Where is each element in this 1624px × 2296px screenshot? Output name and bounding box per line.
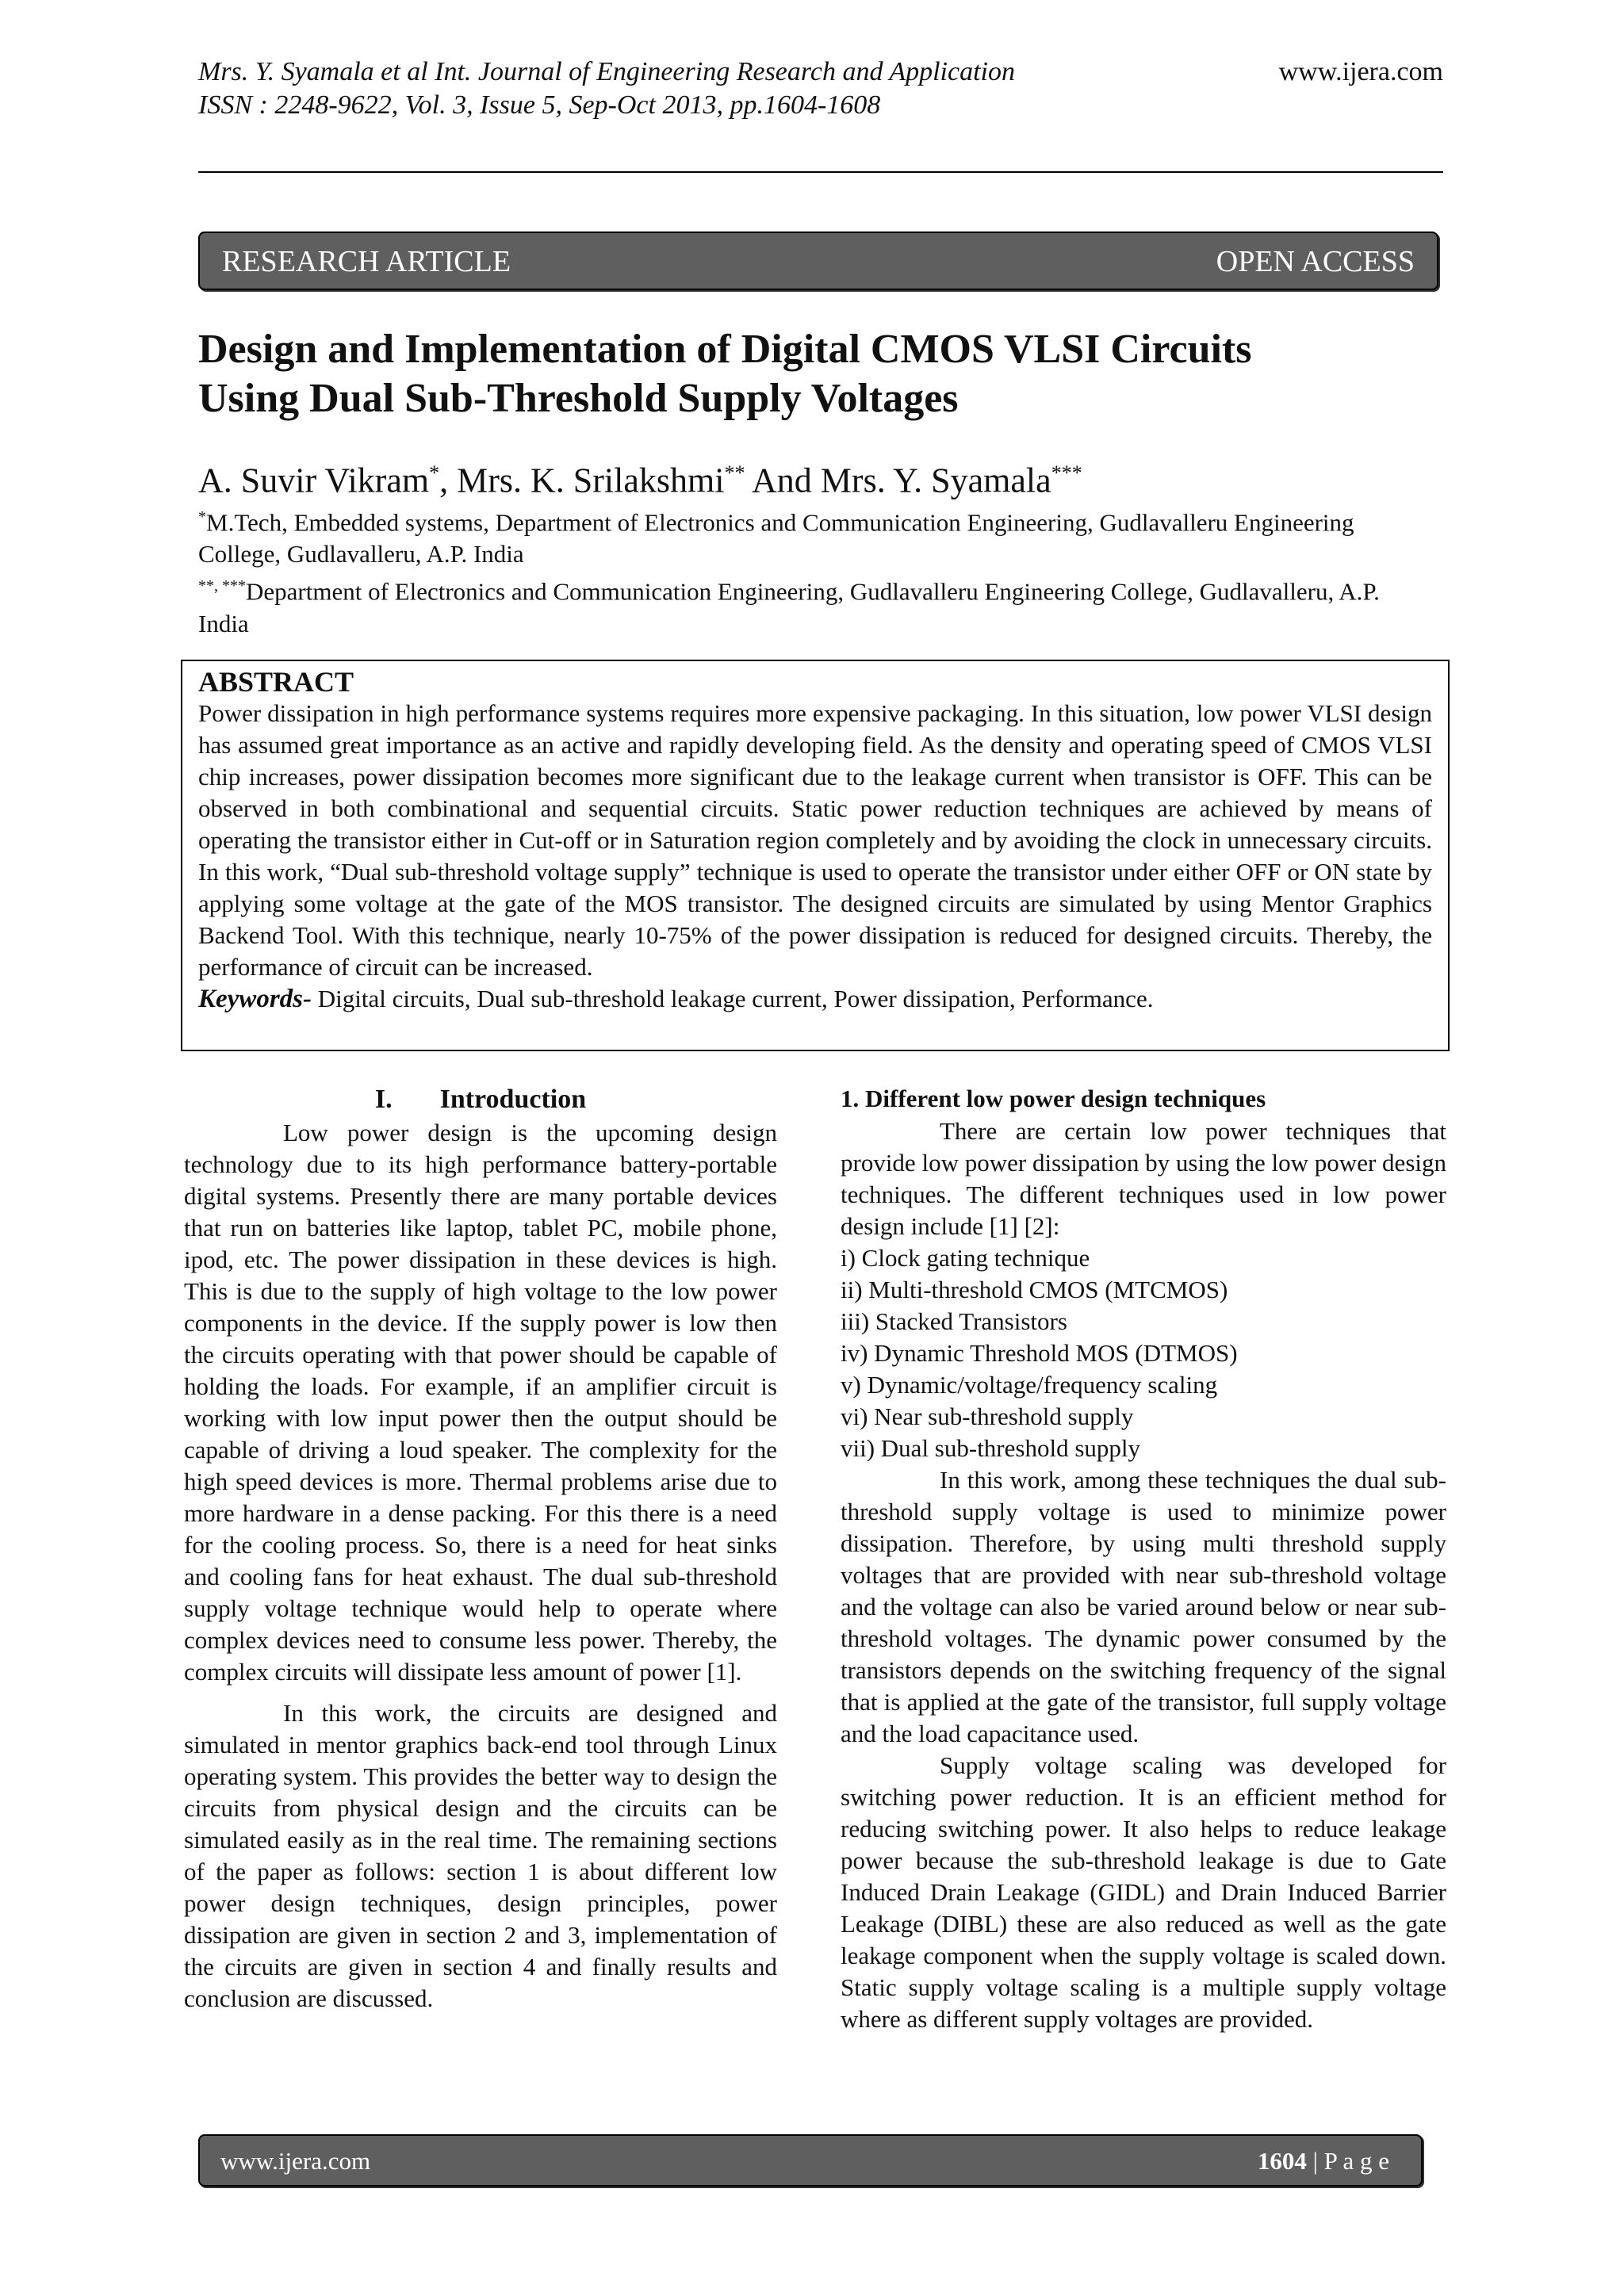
affiliation-1-text: M.Tech, Embedded systems, Department of Electronics and Communication Engineering, Gudlavalleru Engineering College, Gudlavalleru, A.P. India [198, 508, 1354, 568]
footer-url[interactable]: www.ijera.com [220, 2147, 371, 2175]
running-header [198, 55, 1443, 122]
article-type-banner [198, 232, 1438, 290]
list-item: i) Clock gating technique [841, 1244, 1090, 1272]
page-label: | P a g e [1306, 2147, 1389, 2175]
research-article-label: RESEARCH ARTICLE [222, 245, 511, 278]
section-heading-introduction [184, 1082, 777, 1117]
keywords-text: Digital circuits, Dual sub-threshold leakage current, Power dissipation, Performance. [312, 985, 1154, 1012]
author-2: , Mrs. K. Srilakshmi [439, 461, 725, 500]
author-1: A. Suvir Vikram [198, 461, 430, 500]
author-list [198, 452, 1435, 503]
voltage-scaling-paragraph: Supply voltage scaling was developed for switching power reduction. It is an efficient method for reducing switching power. It also helps to reduce leakage power because the sub-threshold leakage is due to Gate Induced Drain Leakage (GIDL) and Drain Induced Barrier Leakage (DIBL) these are also reduced as well as the gate leakage component when the supply voltage is scaled down. Static supply voltage scaling is a multiple supply voltage where as different supply voltages are provided. [841, 1751, 1446, 2033]
section-number: I. [374, 1085, 393, 1114]
abstract-box [181, 660, 1450, 1051]
dual-subthreshold-paragraph: In this work, among these techniques the dual sub-threshold supply voltage is used to minimize power dissipation. Therefore, by using multi threshold supply voltages that are provided with near sub-threshold voltage and the voltage can also be varied around below or near sub-threshold voltages. The dynamic power consumed by the transistors depends on the switching frequency of the signal that is applied at the gate of the transistor, full supply voltage and the load capacitance used. [841, 1466, 1446, 1747]
paper-title-line2: Using Dual Sub-Threshold Supply Voltages [198, 376, 959, 421]
list-item: vi) Near sub-threshold supply [841, 1402, 1134, 1430]
list-item: iv) Dynamic Threshold MOS (DTMOS) [841, 1339, 1238, 1367]
paper-title-line1: Design and Implementation of Digital CMOS VLSI Circuits [198, 327, 1252, 372]
journal-citation-line1: Mrs. Y. Syamala et al Int. Journal of Engineering Research and Application [198, 57, 1015, 86]
subsection-heading: 1. Different low power design techniques [841, 1085, 1266, 1112]
intro-paragraph-1: Low power design is the upcoming design technology due to its high performance battery-portable digital systems. Presently there are many portable devices that run on batteries like laptop, tablet PC, mobile phone, ipod, etc. The power dissipation in these devices is high. This is due to the supply of high voltage to the low power components in the device. If the supply power is low then the circuits operating with that power should be capable of holding the loads. For example, if an amplifier circuit is working with low input power then the output should be capable of driving a loud speaker. The complexity for the high speed devices is more. Thermal problems arise due to more hardware in a dense packing. For this there is a need for the cooling process. So, there is a need for heat sinks and cooling fans for heat exhaust. The dual sub-threshold supply voltage technique would help to operate where complex devices need to consume less power. Thereby, the complex circuits will dissipate less amount of power [1]. [184, 1119, 777, 1686]
right-column [841, 1082, 1446, 2035]
open-access-label: OPEN ACCESS [1216, 245, 1415, 278]
affiliation-1-mark: * [198, 508, 206, 526]
keywords [198, 983, 1432, 1015]
affiliations [198, 501, 1435, 640]
author-1-mark: * [429, 461, 440, 484]
keywords-label: Keywords- [198, 985, 312, 1013]
author-3: And Mrs. Y. Syamala [745, 461, 1051, 500]
affiliation-2-mark: **, *** [198, 577, 246, 595]
affiliation-2 [198, 570, 1435, 639]
left-column [184, 1082, 777, 2015]
list-item: vii) Dual sub-threshold supply [841, 1434, 1140, 1462]
abstract-heading: ABSTRACT [198, 666, 354, 698]
intro-paragraph-2: In this work, the circuits are designed and simulated in mentor graphics back-end tool through Linux operating system. This provides the better way to design the circuits from physical design and the circuits can be simulated easily as in the real time. The remaining sections of the paper as follows: section 1 is about different low power design techniques, design principles, power dissipation are given in section 2 and 3, implementation of the circuits are given in section 4 and finally results and conclusion are discussed. [184, 1699, 777, 2012]
section-title: Introduction [439, 1085, 587, 1114]
list-item: ii) Multi-threshold CMOS (MTCMOS) [841, 1276, 1228, 1303]
page-footer [198, 2134, 1423, 2187]
page-number: 1604 [1257, 2147, 1307, 2175]
header-rule [198, 171, 1443, 173]
techniques-paragraph: There are certain low power techniques that provide low power dissipation by using the low power design techniques. The different techniques used in low power design include [1] [2]: [841, 1117, 1446, 1240]
journal-url[interactable]: www.ijera.com [1278, 57, 1443, 86]
author-3-mark: *** [1051, 461, 1082, 484]
author-2-mark: ** [724, 461, 745, 484]
affiliation-1 [198, 501, 1435, 570]
affiliation-2-text: Department of Electronics and Communication Engineering, Gudlavalleru Engineering College, Gudlavalleru, A.P. India [198, 577, 1380, 637]
abstract-body: Power dissipation in high performance systems requires more expensive packaging. In this situation, low power VLSI design has assumed great importance as an active and rapidly developing field. As the density and operating speed of CMOS VLSI chip increases, power dissipation becomes more significant due to the leakage current when transistor is OFF. This can be observed in both combinational and sequential circuits. Static power reduction techniques are achieved by means of operating the transistor either in Cut-off or in Saturation region completely and by avoiding the clock in unnecessary circuits. In this work, “Dual sub-threshold voltage supply” technique is used to operate the transistor under either OFF or ON state by applying some voltage at the gate of the MOS transistor. The designed circuits are simulated by using Mentor Graphics Backend Tool. With this technique, nearly 10-75% of the power dissipation is reduced for designed circuits. Thereby, the performance of circuit can be increased. [198, 699, 1432, 981]
list-item: iii) Stacked Transistors [841, 1307, 1067, 1335]
paper-title [198, 325, 1435, 423]
journal-citation-line2: ISSN : 2248-9622, Vol. 3, Issue 5, Sep-Oct 2013, pp.1604-1608 [198, 90, 881, 120]
list-item: v) Dynamic/voltage/frequency scaling [841, 1371, 1218, 1399]
page-number-label [1258, 2147, 1389, 2175]
